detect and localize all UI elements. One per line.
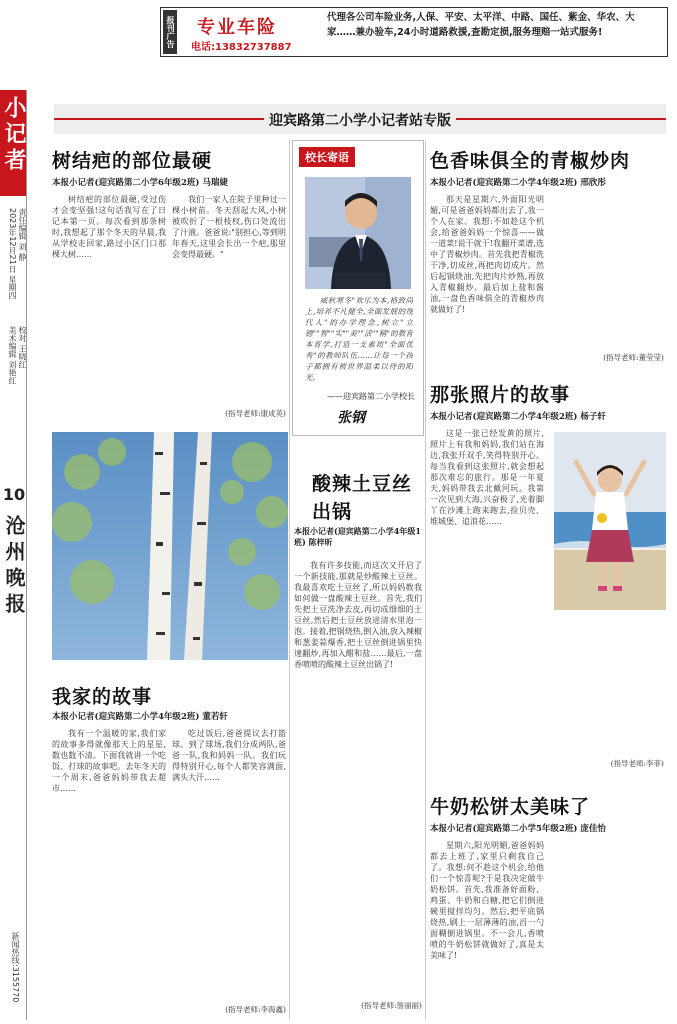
principal-signature: 张钢 [337,410,365,426]
column-divider [289,140,290,1020]
birch-tree-icon [52,432,288,660]
article-muffin-col2 [550,840,664,1018]
issue-date: 2023年12月21日 星期四 [8,208,17,300]
article-family-byline: 本报小记者(迎宾路第二小学4年级2班) 董若轩 [52,712,228,722]
article-photo-byline: 本报小记者(迎宾路第二小学4年级2班) 杨子轩 [430,412,606,422]
article-pepper-byline: 本报小记者(迎宾路第二小学4年级2班) 邢欣彤 [430,178,606,188]
proof-credit: 校对 王晓红 [18,326,27,369]
station-banner [54,104,666,134]
portrait-icon [305,177,411,289]
article-potato-byline: 本报小记者(迎宾路第二小学4年级1班) 陈梓昕 [294,526,421,547]
article-tree-title: 树结疤的部位最硬 [52,150,213,172]
article-muffin-col1: 星期六,阳光明媚,爸爸妈妈都去上班了,家里只剩我自己了。我想:何不趁这个机会,给他们一个惊喜呢?于是我决定做牛奶松饼。首先,我准备好面粉、鸡蛋、牛奶和白糖,把它们倒进碗里搅拌均匀。然后,把平底锅烧热,刷上一层薄薄的油,舀一勺面糊倒进锅里。不一会儿,香喷喷的牛奶松饼就做好了,真是太美味了! [430,841,544,960]
design-credit: 美术编辑 刘艳红 [8,326,17,385]
principal-message: 威秋寒冬"欢乐为本,格致尚上,培养不凡健全,全面发展的现代人"的办学理念,树立"立德""智""实""美""活""精"的教育本育学,打造一支素质"全面优秀"的教师队伍……让每一个孩子都拥有被世界温柔以待的阳光。 [305,296,413,382]
article-pepper-col1: 那天是星期六,外面阳光明媚,可是爸爸妈妈都出去了,我一个人在家。我想:不如趁这个机会,给爸爸妈妈一个惊喜——做一道菜!说干就干!我翻开菜谱,选中了青椒炒肉。首先我把青椒洗干净,切成丝,再把肉切成片。然后起锅烧油,先把肉片炒熟,再放入青椒翻炒。最后加上盐和酱油,一盘色香味俱全的青椒炒肉就做好了! [430,195,544,314]
article-tree-col2: 我们一家人在院子里种过一棵小树苗。冬天刮起大风,小树被吹折了一根枝杈,伤口处流出了汁液。爸爸说:"别担心,等到明年春天,这里会长出一个疤,那里会变得最硬。" [172,195,286,259]
article-family-col2: 吃过饭后,爸爸提议去打篮球。到了球场,我们分成两队,爸爸一队,我和妈妈一队。我们玩得特别开心,每个人都笑容满面,满头大汗…… [172,729,286,782]
banner-rule-left [54,118,264,120]
article-family-teacher: (指导老师:李海鑫) [225,1005,286,1014]
principal-photo [305,177,411,289]
principal-box [292,140,424,436]
article-tree-teacher: (指导老师:康成英) [225,409,286,418]
article-potato-title-text: 酸辣土豆丝出锅 [312,473,413,523]
birch-tree-photo [52,432,288,660]
article-photo-title: 那张照片的故事 [430,384,571,406]
article-potato-body: 我有许多技能,而这次又开启了一个新技能,那就是炒酸辣土豆丝。我最喜欢吃土豆丝了,所以妈妈教我如何做一盘酸辣土豆丝。首先,我们先把土豆洗净去皮,再切成细细的土豆丝,然后把土豆丝放进清水里泡一泡。接着,把锅烧热,倒入油,放入辣椒和葱姜蒜爆香,把土豆丝倒进锅里快速翻炒,再加入醋和盐……最后,一盘香喷喷的酸辣土豆丝出锅了! [294,561,422,669]
article-family-title: 我家的故事 [52,686,153,708]
article-pepper-col2 [550,194,664,344]
editor-credit: 责任编辑 刘 静 [18,208,27,262]
beach-girl-icon [554,432,666,610]
article-photo-col2 [550,614,664,752]
article-tree-byline: 本报小记者(迎宾路第二小学6年级2班) 马瑞婕 [52,178,228,188]
principal-heading: 校长寄语 [299,147,355,167]
article-photo-col1: 这是一张已经发黄的照片,照片上有我和妈妈,我们站在海边,我张开双手,笑得特别开心。每当我看到这张照片,就会想起那次难忘的旅行。那是一年夏天,妈妈带我去北戴河玩。我第一次见到大海,兴奋极了,光着脚丫在沙滩上跑来跑去,捡贝壳、堆城堡、追浪花…… [430,429,544,526]
article-potato-teacher: (指导老师:詹丽丽) [361,1001,422,1010]
banner-title: 迎宾路第二小学小记者站专版 [269,113,451,129]
beach-girl-photo [554,432,666,610]
ad-banner [160,7,668,57]
article-pepper-teacher: (指导老师:董莹莹) [603,353,664,362]
banner-rule-right [456,118,666,120]
paper-name: 沧州晚报 [2,515,26,619]
column-divider [425,140,426,1020]
ad-title: 专业车险 [197,17,277,38]
article-muffin-title: 牛奶松饼太美味了 [430,796,591,818]
article-photo-teacher: (指导老师:李菲) [610,759,664,768]
left-rail [0,90,28,1024]
principal-tagline: ——迎宾路第二小学校长 [327,392,415,401]
article-potato-title [312,470,422,526]
section-badge [0,90,26,196]
section-title: 小记者 [1,96,26,174]
ad-body: 代理各公司车险业务,人保、平安、太平洋、中路、国任、紫金、华农、大家……兼办验车,24小时道路救援,查勘定损,服务理赔一站式服务! [327,12,635,38]
article-pepper-title: 色香味俱全的青椒炒肉 [430,150,631,172]
article-muffin-byline: 本报小记者(迎宾路第二小学5年级2班) 庞佳怡 [430,824,606,834]
ad-tag: 报刊广告 [163,10,177,54]
article-tree-col1: 树结疤的部位最硬,受过伤才会变坚强!这句话我写在了日记本第一页。每次看到那条树时,我想起了那个冬天的早晨,我从学校走回家,路过小区门口那棵大树…… [52,195,166,259]
page-number: 10 [2,485,26,504]
article-family-col1: 我有一个温暖的家,我们家的故事多得就像那天上的星星,数也数不清。下面我就讲一个吃饭、打球的故事吧。去年冬天的一个周末,爸爸妈妈带我去超市…… [52,729,166,793]
news-hotline: 新闻热线:3155770 [11,932,20,1003]
ad-phone: 电话:13832737887 [191,42,292,53]
